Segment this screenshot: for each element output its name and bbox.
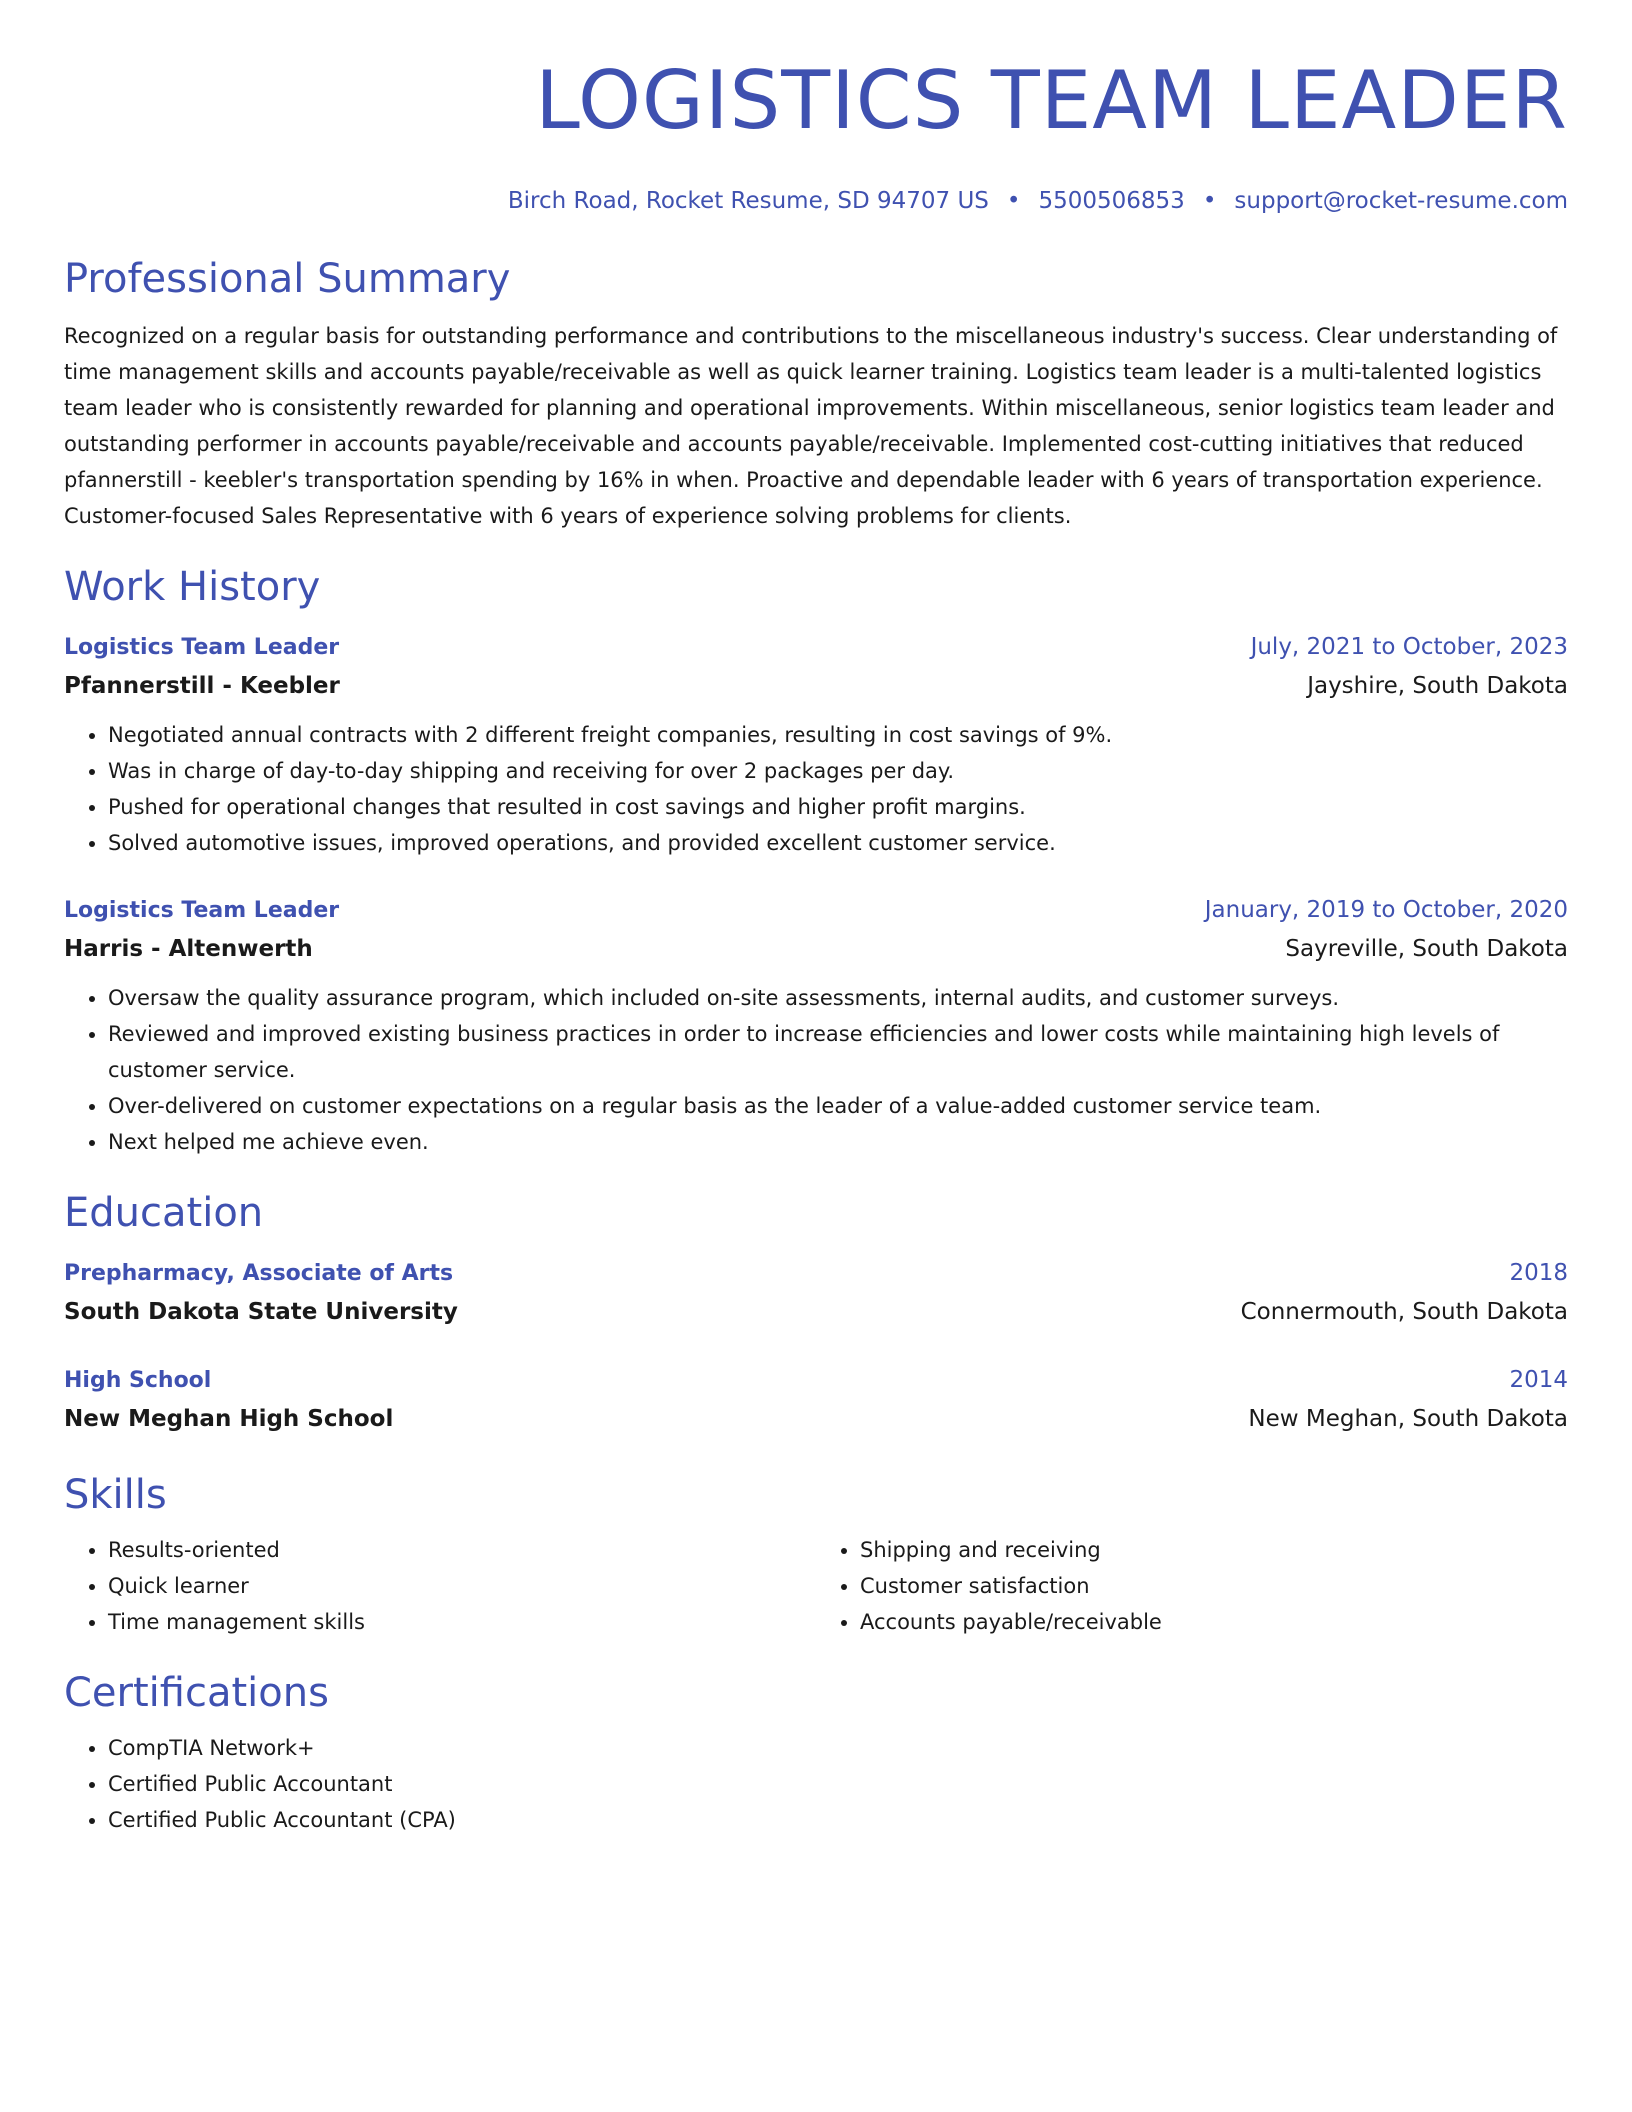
contact-separator: • [1202,188,1217,214]
summary-section [64,254,1568,534]
skills-section [64,1470,1568,1640]
list-item: • Next helped me achieve even. [108,1124,1568,1160]
job-bullets [64,717,1568,861]
contact-address: Birch Road, Rocket Resume, SD 94707 US [507,188,989,214]
job-dates: July, 2021 to October, 2023 [1250,634,1568,660]
list-item: • Certified Public Accountant [108,1766,1568,1802]
contact-phone: 5500506853 [1038,188,1185,214]
education-location: New Meghan, South Dakota [1248,1406,1568,1432]
job-company: Harris - Altenwerth [64,936,313,962]
job-bullets [64,980,1568,1160]
education-school: South Dakota State University [64,1299,458,1325]
list-item: • Solved automotive issues, improved operations, and provided excellent customer service. [108,825,1568,861]
contact-line [64,186,1568,216]
work-history-section [64,562,1568,1160]
list-item: • Customer satisfaction [860,1568,1568,1604]
education-year: 2018 [1509,1260,1568,1286]
education-section [64,1188,1568,1438]
job-location: Jayshire, South Dakota [1307,673,1568,699]
list-item: • Certified Public Accountant (CPA) [108,1802,1568,1838]
job-location: Sayreville, South Dakota [1285,936,1568,962]
list-item: • Over-delivered on customer expectations on a regular basis as the leader of a value-added customer service team. [108,1088,1568,1124]
education-entry [64,1363,1568,1438]
job-role: Logistics Team Leader [64,898,340,923]
education-location: Connermouth, South Dakota [1240,1299,1568,1325]
contact-email: support@rocket-resume.com [1234,188,1568,214]
section-heading-work-history: Work History [64,564,321,610]
education-school: New Meghan High School [64,1406,394,1432]
education-year: 2014 [1509,1367,1568,1393]
list-item: • Time management skills [108,1604,816,1640]
job-entry [64,893,1568,1160]
job-company: Pfannerstill - Keebler [64,673,340,699]
job-entry [64,630,1568,861]
skills-list-right [816,1532,1568,1640]
education-entry [64,1256,1568,1331]
certifications-list [64,1730,1568,1838]
certifications-section [64,1668,1568,1838]
list-item: • Negotiated annual contracts with 2 different freight companies, resulting in cost savings of 9%. [108,717,1568,753]
summary-text: Recognized on a regular basis for outstanding performance and contributions to the miscellaneous industry's success. Clear understanding of time management skills and accounts payable/receivable as well as quick learner training. Logistics team leader is a multi-talented logistics team leader who is consistently rewarded for planning and operational improvements. Within miscellaneous, senior logistics team leader and outstanding performer in accounts payable/receivable and accounts payable/receivable. Implemented cost-cutting initiatives that reduced pfannerstill - keebler's transportation spending by 16% in when. Proactive and dependable leader with 6 years of transportation experience. Customer-focused Sales Representative with 6 years of experience solving problems for clients. [64,324,1558,528]
resume-title: LOGISTICS TEAM LEADER [535,54,1568,147]
list-item: • CompTIA Network+ [108,1730,1568,1766]
list-item: • Oversaw the quality assurance program, which included on-site assessments, internal audits, and customer surveys. [108,980,1568,1016]
section-heading-certifications: Certifications [64,1670,329,1716]
list-item: • Accounts payable/receivable [860,1604,1568,1640]
list-item: • Results-oriented [108,1532,816,1568]
section-heading-skills: Skills [64,1472,167,1518]
list-item: • Reviewed and improved existing business practices in order to increase efficiencies and lower costs while maintaining high levels of customer service. [108,1016,1568,1088]
list-item: • Quick learner [108,1568,816,1604]
list-item: • Was in charge of day-to-day shipping and receiving for over 2 packages per day. [108,753,1568,789]
education-degree: High School [64,1368,212,1393]
job-dates: January, 2019 to October, 2020 [1204,897,1568,923]
skills-grid [64,1520,1568,1640]
education-degree: Prepharmacy, Associate of Arts [64,1261,454,1286]
list-item: • Pushed for operational changes that resulted in cost savings and higher profit margins. [108,789,1568,825]
skills-list-left [64,1532,816,1640]
list-item: • Shipping and receiving [860,1532,1568,1568]
contact-separator: • [1006,188,1021,214]
job-role: Logistics Team Leader [64,635,340,660]
section-heading-education: Education [64,1190,264,1236]
section-heading-summary: Professional Summary [64,256,511,302]
